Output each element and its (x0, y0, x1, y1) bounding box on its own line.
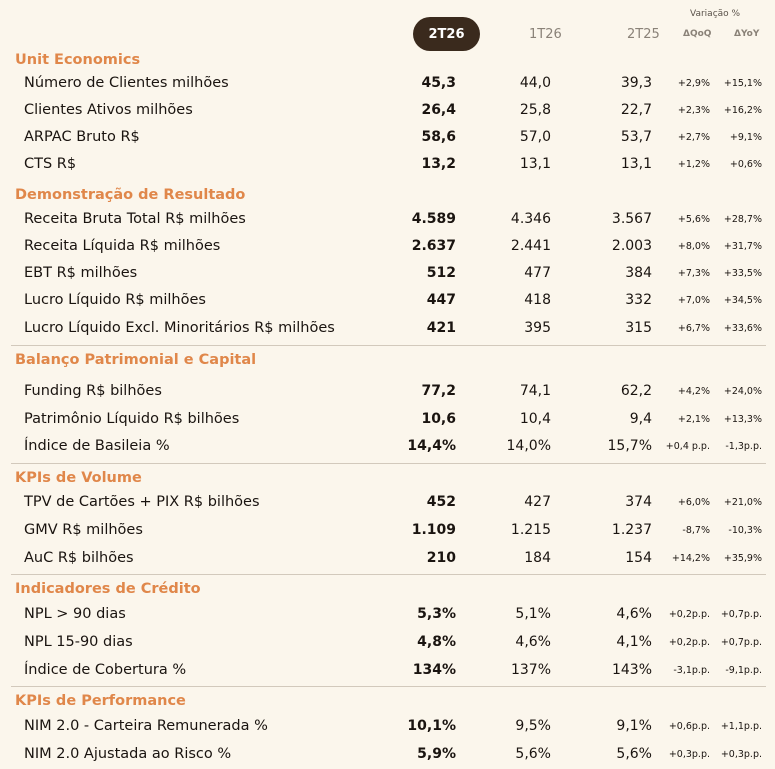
row-label: Lucro Líquido Excl. Minoritários R$ milhões (24, 320, 335, 336)
value-1t26: 14,0% (506, 438, 551, 454)
value-2t26: 452 (426, 494, 456, 510)
value-1t26: 5,1% (515, 606, 551, 622)
value-2t26: 10,1% (407, 718, 456, 734)
row-label: ARPAC Bruto R$ (24, 129, 140, 145)
table-row (0, 490, 775, 517)
value-1t26: 4,6% (515, 634, 551, 650)
value-2t25: 5,6% (616, 746, 652, 762)
row-label: NPL > 90 dias (24, 606, 126, 622)
value-1t26: 2.441 (510, 238, 551, 254)
yoy-value: +33,6% (723, 323, 762, 334)
row-label: GMV R$ milhões (24, 522, 143, 538)
table-row (0, 379, 775, 406)
qoq-value: +2,7% (677, 132, 710, 143)
table-row (0, 234, 775, 261)
row-label: Lucro Líquido R$ milhões (24, 292, 206, 308)
section-title: Indicadores de Crédito (15, 581, 201, 597)
section-title: Balanço Patrimonial e Capital (15, 352, 257, 368)
value-2t26: 421 (426, 320, 456, 336)
yoy-value: +0,7p.p. (720, 609, 762, 620)
yoy-value: -1,3p.p. (725, 441, 762, 452)
yoy-value: +33,5% (723, 268, 762, 279)
value-1t26: 477 (524, 265, 551, 281)
qoq-value: +7,0% (677, 295, 710, 306)
value-1t26: 427 (524, 494, 551, 510)
value-2t25: 53,7 (620, 129, 652, 145)
yoy-value: +31,7% (723, 241, 762, 252)
qoq-value: +8,0% (677, 241, 710, 252)
value-2t25: 1.237 (611, 522, 652, 538)
section-title: Unit Economics (15, 52, 141, 68)
table-row (0, 71, 775, 98)
value-2t26: 58,6 (421, 129, 456, 145)
qoq-value: +4,2% (677, 386, 710, 397)
value-2t25: 4,1% (616, 634, 652, 650)
value-1t26: 25,8 (519, 102, 551, 118)
value-1t26: 13,1 (519, 156, 551, 172)
prev-quarter-header: 1T26 (529, 27, 562, 42)
row-label: Receita Líquida R$ milhões (24, 238, 221, 254)
value-2t26: 14,4% (407, 438, 456, 454)
value-2t25: 315 (625, 320, 652, 336)
yoy-value: -9,1p.p. (725, 665, 762, 676)
value-1t26: 5,6% (515, 746, 551, 762)
qoq-value: +0,4 p.p. (665, 441, 710, 452)
value-2t26: 210 (426, 550, 456, 566)
qoq-value: +6,7% (677, 323, 710, 334)
value-1t26: 74,1 (519, 383, 551, 399)
yoy-value: +35,9% (723, 553, 762, 564)
value-2t25: 13,1 (620, 156, 652, 172)
value-2t25: 154 (625, 550, 652, 566)
section-divider (11, 574, 766, 575)
value-1t26: 4.346 (510, 211, 551, 227)
row-label: Índice de Basileia % (24, 438, 170, 454)
table-row (0, 98, 775, 125)
table-row (0, 630, 775, 657)
value-2t26: 447 (426, 292, 456, 308)
qoq-value: +1,2% (677, 159, 710, 170)
value-1t26: 1.215 (510, 522, 551, 538)
qoq-value: +2,3% (677, 105, 710, 116)
section-title: Demonstração de Resultado (15, 187, 246, 203)
section-title: KPIs de Volume (15, 470, 142, 486)
section-title: KPIs de Performance (15, 693, 186, 709)
value-2t26: 77,2 (421, 383, 456, 399)
table-row (0, 658, 775, 685)
row-label: Clientes Ativos milhões (24, 102, 193, 118)
value-2t26: 4.589 (411, 211, 456, 227)
value-2t26: 512 (426, 265, 456, 281)
qoq-value: +2,9% (677, 78, 710, 89)
row-label: Receita Bruta Total R$ milhões (24, 211, 246, 227)
value-2t25: 22,7 (620, 102, 652, 118)
value-1t26: 57,0 (519, 129, 551, 145)
yoy-value: +0,7p.p. (720, 637, 762, 648)
value-2t25: 332 (625, 292, 652, 308)
row-label: CTS R$ (24, 156, 77, 172)
yoy-value: +34,5% (723, 295, 762, 306)
table-row (0, 152, 775, 179)
value-2t25: 9,1% (616, 718, 652, 734)
table-row (0, 434, 775, 461)
row-label: Patrimônio Líquido R$ bilhões (24, 411, 240, 427)
value-2t25: 62,2 (620, 383, 652, 399)
table-row (0, 714, 775, 741)
table-row (0, 602, 775, 629)
row-label: Funding R$ bilhões (24, 383, 162, 399)
table-row (0, 207, 775, 234)
yoy-value: +0,6% (729, 159, 762, 170)
value-2t25: 374 (625, 494, 652, 510)
row-label: Índice de Cobertura % (24, 662, 187, 678)
yoy-value: -10,3% (728, 525, 762, 536)
value-1t26: 137% (510, 662, 551, 678)
value-2t26: 1.109 (411, 522, 456, 538)
row-label: EBT R$ milhões (24, 265, 138, 281)
prev-year-header: 2T25 (627, 27, 660, 42)
qoq-value: -8,7% (682, 525, 710, 536)
value-2t25: 143% (611, 662, 652, 678)
qoq-value: +7,3% (677, 268, 710, 279)
qoq-value: +0,3p.p. (668, 749, 710, 760)
table-row (0, 316, 775, 343)
value-2t25: 15,7% (607, 438, 652, 454)
yoy-value: +13,3% (723, 414, 762, 425)
value-2t26: 5,3% (417, 606, 456, 622)
row-label: NIM 2.0 Ajustada ao Risco % (24, 746, 232, 762)
row-label: Número de Clientes milhões (24, 75, 229, 91)
row-label: NIM 2.0 - Carteira Remunerada % (24, 718, 268, 734)
yoy-value: +9,1% (729, 132, 762, 143)
value-1t26: 10,4 (519, 411, 551, 427)
table-row (0, 742, 775, 769)
table-row (0, 407, 775, 434)
value-2t26: 4,8% (417, 634, 456, 650)
current-period-pill: 2T26 (413, 17, 480, 51)
section-divider (11, 345, 766, 346)
table-row (0, 518, 775, 545)
value-2t26: 45,3 (421, 75, 456, 91)
qoq-value: -3,1p.p. (673, 665, 710, 676)
table-row (0, 288, 775, 315)
value-2t26: 134% (412, 662, 456, 678)
section-divider (11, 686, 766, 687)
value-2t26: 13,2 (421, 156, 456, 172)
value-2t25: 3.567 (611, 211, 652, 227)
value-1t26: 44,0 (519, 75, 551, 91)
table-header (0, 0, 775, 52)
qoq-value: +0,2p.p. (668, 609, 710, 620)
qoq-value: +5,6% (677, 214, 710, 225)
value-2t26: 5,9% (417, 746, 456, 762)
yoy-value: +16,2% (723, 105, 762, 116)
qoq-value: +2,1% (677, 414, 710, 425)
qoq-header: ΔQoQ (683, 29, 712, 39)
table-row (0, 261, 775, 288)
qoq-value: +6,0% (677, 497, 710, 508)
value-2t25: 2.003 (611, 238, 652, 254)
qoq-value: +14,2% (671, 553, 710, 564)
value-2t25: 4,6% (616, 606, 652, 622)
row-label: TPV de Cartões + PIX R$ bilhões (24, 494, 260, 510)
table-row (0, 125, 775, 152)
value-2t26: 26,4 (421, 102, 456, 118)
value-2t25: 9,4 (629, 411, 652, 427)
yoy-value: +28,7% (723, 214, 762, 225)
value-2t26: 10,6 (421, 411, 456, 427)
yoy-value: +0,3p.p. (720, 749, 762, 760)
table-row (0, 546, 775, 573)
row-label: NPL 15-90 dias (24, 634, 133, 650)
yoy-value: +1,1p.p. (720, 721, 762, 732)
yoy-value: +24,0% (723, 386, 762, 397)
row-label: AuC R$ bilhões (24, 550, 134, 566)
qoq-value: +0,6p.p. (668, 721, 710, 732)
yoy-value: +15,1% (723, 78, 762, 89)
qoq-value: +0,2p.p. (668, 637, 710, 648)
yoy-header: ΔYoY (734, 29, 760, 39)
section-divider (11, 463, 766, 464)
value-2t25: 39,3 (620, 75, 652, 91)
value-1t26: 418 (524, 292, 551, 308)
value-2t25: 384 (625, 265, 652, 281)
yoy-value: +21,0% (723, 497, 762, 508)
value-1t26: 184 (524, 550, 551, 566)
variation-header: Variação % (690, 9, 741, 19)
value-1t26: 395 (524, 320, 551, 336)
value-2t26: 2.637 (411, 238, 456, 254)
value-1t26: 9,5% (515, 718, 551, 734)
